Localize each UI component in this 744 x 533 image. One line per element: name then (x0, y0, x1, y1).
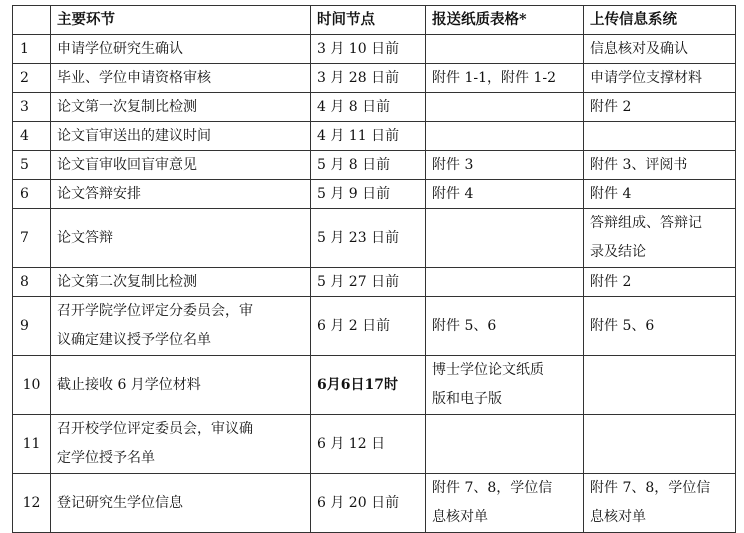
row-number: 4 (13, 122, 51, 151)
step-cell: 论文答辩安排 (51, 180, 311, 209)
upload-cell (584, 356, 736, 415)
header-cell-upload: 上传信息系统 (584, 6, 736, 35)
table-row (13, 209, 736, 268)
header-cell-step: 主要环节 (51, 6, 311, 35)
paper-cell (426, 415, 584, 474)
table-row (13, 415, 736, 474)
table-row (13, 122, 736, 151)
paper-cell: 附件 4 (426, 180, 584, 209)
step-cell: 论文第一次复制比检测 (51, 93, 311, 122)
time-cell: 6月6日17时 (311, 356, 426, 415)
upload-cell (584, 415, 736, 474)
header-cell-paper: 报送纸质表格* (426, 6, 584, 35)
table-row (13, 297, 736, 356)
upload-cell: 附件 5、6 (584, 297, 736, 356)
step-cell: 论文盲审收回盲审意见 (51, 151, 311, 180)
table-row (13, 93, 736, 122)
upload-cell: 申请学位支撑材料 (584, 64, 736, 93)
step-cell (51, 415, 311, 474)
time-cell: 6 月 12 日 (311, 415, 426, 474)
paper-line: 版和电子版 (432, 391, 502, 407)
time-cell: 3 月 28 日前 (311, 64, 426, 93)
time-cell: 4 月 8 日前 (311, 93, 426, 122)
step-line: 召开校学位评定委员会，审议确 (57, 421, 253, 437)
time-cell: 3 月 10 日前 (311, 35, 426, 64)
row-number: 1 (13, 35, 51, 64)
time-cell: 4 月 11 日前 (311, 122, 426, 151)
row-number: 11 (13, 415, 51, 474)
step-cell: 毕业、学位申请资格审核 (51, 64, 311, 93)
step-cell: 论文第二次复制比检测 (51, 268, 311, 297)
upload-cell (584, 122, 736, 151)
table-row (13, 151, 736, 180)
time-cell: 6 月 2 日前 (311, 297, 426, 356)
header-cell-index (13, 6, 51, 35)
step-cell: 论文盲审送出的建议时间 (51, 122, 311, 151)
step-line: 议确定建议授予学位名单 (57, 332, 211, 348)
row-number: 2 (13, 64, 51, 93)
table-row (13, 64, 736, 93)
paper-cell (426, 356, 584, 415)
upload-line: 息核对单 (590, 509, 646, 525)
time-cell: 5 月 8 日前 (311, 151, 426, 180)
table-row (13, 356, 736, 415)
paper-cell (426, 122, 584, 151)
row-number: 12 (13, 474, 51, 533)
row-number: 10 (13, 356, 51, 415)
paper-cell (426, 93, 584, 122)
paper-line: 博士学位论文纸质 (432, 362, 544, 378)
time-cell: 5 月 27 日前 (311, 268, 426, 297)
header-row (13, 6, 736, 35)
row-number: 8 (13, 268, 51, 297)
time-cell: 5 月 9 日前 (311, 180, 426, 209)
time-cell: 5 月 23 日前 (311, 209, 426, 268)
upload-cell: 附件 2 (584, 93, 736, 122)
time-cell: 6 月 20 日前 (311, 474, 426, 533)
upload-cell (584, 474, 736, 533)
step-cell (51, 297, 311, 356)
upload-cell: 附件 4 (584, 180, 736, 209)
paper-cell (426, 474, 584, 533)
step-line: 召开学院学位评定分委员会，审 (57, 303, 253, 319)
row-number: 9 (13, 297, 51, 356)
upload-line: 录及结论 (590, 244, 646, 260)
row-number: 6 (13, 180, 51, 209)
step-cell: 申请学位研究生确认 (51, 35, 311, 64)
paper-cell (426, 268, 584, 297)
paper-cell: 附件 1-1，附件 1-2 (426, 64, 584, 93)
upload-cell: 附件 3、评阅书 (584, 151, 736, 180)
table-row (13, 180, 736, 209)
table-row (13, 35, 736, 64)
schedule-table (12, 5, 736, 533)
upload-line: 答辩组成、答辩记 (590, 215, 702, 231)
step-cell: 登记研究生学位信息 (51, 474, 311, 533)
upload-line: 附件 7、8，学位信 (590, 480, 711, 496)
paper-line: 息核对单 (432, 509, 488, 525)
paper-cell: 附件 5、6 (426, 297, 584, 356)
row-number: 5 (13, 151, 51, 180)
step-line: 定学位授予名单 (57, 450, 155, 466)
upload-cell: 信息核对及确认 (584, 35, 736, 64)
row-number: 3 (13, 93, 51, 122)
row-number: 7 (13, 209, 51, 268)
step-cell: 论文答辩 (51, 209, 311, 268)
paper-cell (426, 35, 584, 64)
step-cell: 截止接收 6 月学位材料 (51, 356, 311, 415)
header-cell-time: 时间节点 (311, 6, 426, 35)
upload-cell: 附件 2 (584, 268, 736, 297)
paper-cell (426, 209, 584, 268)
paper-cell: 附件 3 (426, 151, 584, 180)
upload-cell (584, 209, 736, 268)
table-row (13, 268, 736, 297)
paper-line: 附件 7、8，学位信 (432, 480, 553, 496)
table-row (13, 474, 736, 533)
